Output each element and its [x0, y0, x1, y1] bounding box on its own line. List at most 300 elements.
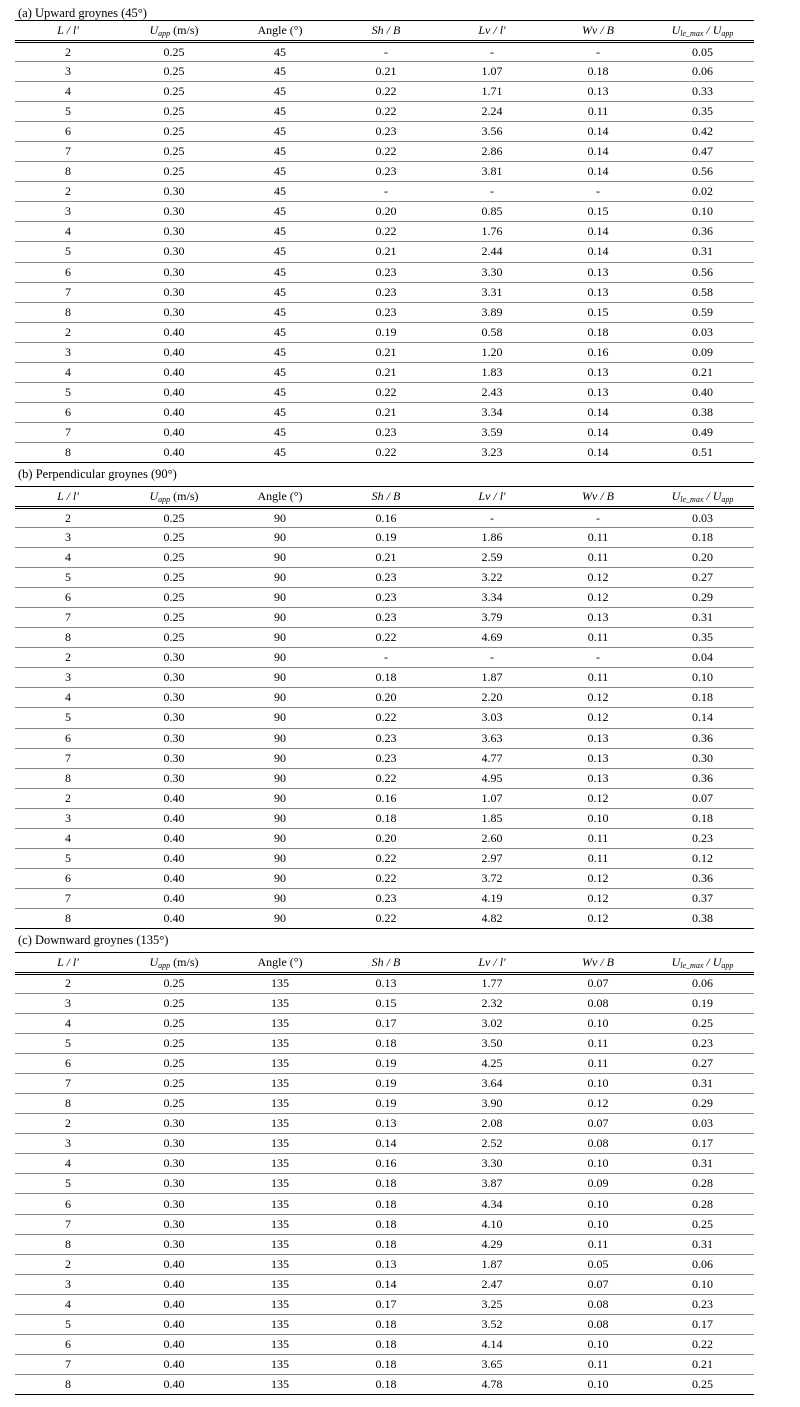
cell-wv-b: 0.11	[545, 1034, 651, 1054]
table-row	[15, 242, 754, 262]
cell-u-app: 0.25	[121, 588, 227, 608]
table-row	[15, 668, 754, 688]
cell-angle: 135	[227, 1074, 333, 1094]
cell-velocity-ratio: 0.36	[651, 222, 754, 242]
cell-velocity-ratio: 0.47	[651, 142, 754, 162]
cell-l-ratio: 5	[15, 1034, 121, 1054]
table-row	[15, 848, 754, 868]
cell-angle: 45	[227, 102, 333, 122]
cell-u-app: 0.40	[121, 1294, 227, 1314]
table-row	[15, 608, 754, 628]
cell-wv-b: 0.14	[545, 142, 651, 162]
table-row	[15, 442, 754, 462]
cell-sh-b: 0.23	[333, 162, 439, 182]
cell-l-ratio: 7	[15, 1074, 121, 1094]
table-row	[15, 402, 754, 422]
cell-wv-b: 0.10	[545, 1194, 651, 1214]
cell-sh-b: 0.13	[333, 973, 439, 993]
cell-l-ratio: 5	[15, 242, 121, 262]
table-row	[15, 1274, 754, 1294]
table-row	[15, 888, 754, 908]
cell-u-app: 0.40	[121, 828, 227, 848]
cell-wv-b: 0.10	[545, 808, 651, 828]
cell-wv-b: 0.13	[545, 382, 651, 402]
cell-lv-l: 3.72	[439, 868, 545, 888]
table-row	[15, 382, 754, 402]
cell-wv-b: 0.13	[545, 728, 651, 748]
table-row	[15, 322, 754, 342]
cell-angle: 90	[227, 888, 333, 908]
cell-wv-b: 0.12	[545, 1094, 651, 1114]
cell-lv-l: 4.34	[439, 1194, 545, 1214]
cell-velocity-ratio: 0.23	[651, 1294, 754, 1314]
cell-l-ratio: 6	[15, 1334, 121, 1354]
table-row	[15, 568, 754, 588]
cell-velocity-ratio: 0.27	[651, 568, 754, 588]
cell-l-ratio: 4	[15, 688, 121, 708]
cell-sh-b: 0.22	[333, 708, 439, 728]
cell-l-ratio: 3	[15, 62, 121, 82]
cell-lv-l: 2.97	[439, 848, 545, 868]
cell-velocity-ratio: 0.07	[651, 788, 754, 808]
section-title: (a) Upward groynes (45°)	[18, 6, 147, 20]
table-row	[15, 1294, 754, 1314]
cell-angle: 90	[227, 748, 333, 768]
cell-velocity-ratio: 0.21	[651, 1354, 754, 1374]
section-title: (b) Perpendicular groynes (90°)	[18, 466, 177, 481]
cell-l-ratio: 3	[15, 668, 121, 688]
cell-velocity-ratio: 0.38	[651, 908, 754, 928]
cell-lv-l: 1.77	[439, 973, 545, 993]
cell-u-app: 0.25	[121, 973, 227, 993]
table-row	[15, 1194, 754, 1214]
cell-l-ratio: 8	[15, 628, 121, 648]
cell-sh-b: 0.18	[333, 1174, 439, 1194]
cell-u-app: 0.40	[121, 1374, 227, 1394]
cell-l-ratio: 5	[15, 1314, 121, 1334]
cell-angle: 45	[227, 202, 333, 222]
cell-velocity-ratio: 0.29	[651, 588, 754, 608]
cell-lv-l: 2.44	[439, 242, 545, 262]
cell-l-ratio: 2	[15, 507, 121, 527]
cell-u-app: 0.40	[121, 1314, 227, 1334]
cell-sh-b: 0.18	[333, 1214, 439, 1234]
table-row	[15, 708, 754, 728]
table-row	[15, 142, 754, 162]
cell-lv-l: 2.86	[439, 142, 545, 162]
cell-angle: 45	[227, 402, 333, 422]
cell-u-app: 0.30	[121, 1194, 227, 1214]
cell-wv-b: 0.13	[545, 262, 651, 282]
cell-angle: 135	[227, 1174, 333, 1194]
cell-lv-l: 4.78	[439, 1374, 545, 1394]
cell-angle: 90	[227, 728, 333, 748]
cell-velocity-ratio: 0.56	[651, 262, 754, 282]
cell-u-app: 0.25	[121, 994, 227, 1014]
header-lv-l: Lv / l'	[439, 952, 545, 973]
cell-velocity-ratio: 0.42	[651, 122, 754, 142]
cell-velocity-ratio: 0.04	[651, 648, 754, 668]
cell-angle: 135	[227, 1094, 333, 1114]
cell-lv-l: 1.20	[439, 342, 545, 362]
cell-velocity-ratio: 0.03	[651, 1114, 754, 1134]
cell-sh-b: 0.14	[333, 1274, 439, 1294]
cell-l-ratio: 6	[15, 402, 121, 422]
cell-wv-b: 0.11	[545, 848, 651, 868]
cell-wv-b: 0.08	[545, 1294, 651, 1314]
cell-angle: 45	[227, 222, 333, 242]
table-header	[15, 486, 754, 507]
cell-lv-l: -	[439, 42, 545, 62]
cell-velocity-ratio: 0.21	[651, 362, 754, 382]
cell-velocity-ratio: 0.31	[651, 242, 754, 262]
cell-sh-b: 0.23	[333, 262, 439, 282]
cell-sh-b: 0.23	[333, 748, 439, 768]
cell-velocity-ratio: 0.33	[651, 82, 754, 102]
cell-lv-l: 4.19	[439, 888, 545, 908]
cell-wv-b: 0.11	[545, 1354, 651, 1374]
table-row	[15, 1114, 754, 1134]
cell-u-app: 0.30	[121, 242, 227, 262]
cell-lv-l: 1.85	[439, 808, 545, 828]
cell-l-ratio: 3	[15, 202, 121, 222]
cell-l-ratio: 5	[15, 382, 121, 402]
cell-u-app: 0.30	[121, 262, 227, 282]
cell-l-ratio: 8	[15, 908, 121, 928]
cell-u-app: 0.25	[121, 507, 227, 527]
cell-wv-b: 0.14	[545, 122, 651, 142]
cell-velocity-ratio: 0.38	[651, 402, 754, 422]
cell-l-ratio: 8	[15, 302, 121, 322]
cell-u-app: 0.40	[121, 442, 227, 462]
cell-wv-b: 0.10	[545, 1154, 651, 1174]
cell-sh-b: 0.19	[333, 528, 439, 548]
cell-angle: 45	[227, 362, 333, 382]
cell-angle: 45	[227, 382, 333, 402]
cell-velocity-ratio: 0.35	[651, 102, 754, 122]
header-l-ratio: L / l'	[15, 486, 121, 507]
header-l-ratio: L / l'	[15, 952, 121, 973]
cell-lv-l: 3.30	[439, 262, 545, 282]
cell-lv-l: 3.81	[439, 162, 545, 182]
cell-sh-b: 0.18	[333, 1334, 439, 1354]
cell-l-ratio: 3	[15, 1134, 121, 1154]
cell-u-app: 0.30	[121, 1114, 227, 1134]
cell-angle: 135	[227, 1154, 333, 1174]
table-body	[15, 973, 754, 1394]
cell-lv-l: 2.60	[439, 828, 545, 848]
cell-wv-b: 0.15	[545, 302, 651, 322]
cell-l-ratio: 3	[15, 994, 121, 1014]
cell-velocity-ratio: 0.02	[651, 182, 754, 202]
cell-angle: 135	[227, 1354, 333, 1374]
cell-angle: 45	[227, 282, 333, 302]
cell-angle: 90	[227, 808, 333, 828]
cell-velocity-ratio: 0.37	[651, 888, 754, 908]
cell-velocity-ratio: 0.17	[651, 1314, 754, 1334]
data-table-downward	[15, 952, 754, 1395]
cell-angle: 135	[227, 1194, 333, 1214]
table-row	[15, 222, 754, 242]
cell-lv-l: 3.89	[439, 302, 545, 322]
cell-sh-b: 0.22	[333, 82, 439, 102]
cell-wv-b: -	[545, 42, 651, 62]
table-row	[15, 302, 754, 322]
cell-angle: 135	[227, 1054, 333, 1074]
cell-wv-b: 0.10	[545, 1334, 651, 1354]
cell-velocity-ratio: 0.28	[651, 1174, 754, 1194]
cell-angle: 45	[227, 142, 333, 162]
cell-sh-b: 0.22	[333, 908, 439, 928]
cell-u-app: 0.25	[121, 162, 227, 182]
table-body	[15, 42, 754, 463]
cell-wv-b: 0.11	[545, 528, 651, 548]
cell-wv-b: 0.12	[545, 868, 651, 888]
cell-u-app: 0.40	[121, 342, 227, 362]
cell-u-app: 0.25	[121, 1054, 227, 1074]
cell-sh-b: 0.20	[333, 828, 439, 848]
header-velocity-ratio: $U_{le\_max} / U_{app}$	[651, 952, 754, 973]
cell-sh-b: 0.16	[333, 1154, 439, 1174]
cell-l-ratio: 7	[15, 748, 121, 768]
table-row	[15, 42, 754, 62]
cell-u-app: 0.25	[121, 1014, 227, 1034]
cell-velocity-ratio: 0.58	[651, 282, 754, 302]
cell-sh-b: 0.21	[333, 362, 439, 382]
cell-sh-b: 0.22	[333, 868, 439, 888]
cell-wv-b: -	[545, 507, 651, 527]
table-row	[15, 422, 754, 442]
table-row	[15, 1054, 754, 1074]
table-row	[15, 162, 754, 182]
header-wv-b: Wv / B	[545, 486, 651, 507]
cell-angle: 135	[227, 1214, 333, 1234]
cell-wv-b: 0.11	[545, 1054, 651, 1074]
cell-lv-l: 1.83	[439, 362, 545, 382]
table-row	[15, 1094, 754, 1114]
cell-lv-l: 4.77	[439, 748, 545, 768]
cell-wv-b: 0.12	[545, 708, 651, 728]
cell-lv-l: 0.58	[439, 322, 545, 342]
cell-sh-b: 0.23	[333, 302, 439, 322]
cell-u-app: 0.40	[121, 1354, 227, 1374]
cell-wv-b: 0.10	[545, 1214, 651, 1234]
cell-angle: 90	[227, 648, 333, 668]
cell-lv-l: -	[439, 648, 545, 668]
cell-velocity-ratio: 0.06	[651, 973, 754, 993]
table-row	[15, 868, 754, 888]
cell-velocity-ratio: 0.03	[651, 507, 754, 527]
cell-l-ratio: 5	[15, 102, 121, 122]
cell-sh-b: 0.22	[333, 768, 439, 788]
cell-lv-l: 3.87	[439, 1174, 545, 1194]
cell-lv-l: 2.47	[439, 1274, 545, 1294]
table-row	[15, 788, 754, 808]
cell-velocity-ratio: 0.36	[651, 768, 754, 788]
cell-lv-l: 2.59	[439, 548, 545, 568]
cell-sh-b: 0.19	[333, 322, 439, 342]
cell-u-app: 0.25	[121, 1034, 227, 1054]
cell-sh-b: 0.16	[333, 507, 439, 527]
cell-sh-b: 0.23	[333, 608, 439, 628]
cell-wv-b: 0.13	[545, 608, 651, 628]
cell-angle: 45	[227, 82, 333, 102]
cell-velocity-ratio: 0.25	[651, 1214, 754, 1234]
cell-l-ratio: 8	[15, 1374, 121, 1394]
cell-l-ratio: 8	[15, 442, 121, 462]
cell-l-ratio: 4	[15, 548, 121, 568]
cell-lv-l: 3.59	[439, 422, 545, 442]
cell-velocity-ratio: 0.05	[651, 42, 754, 62]
cell-l-ratio: 5	[15, 848, 121, 868]
cell-l-ratio: 3	[15, 342, 121, 362]
cell-velocity-ratio: 0.06	[651, 62, 754, 82]
cell-l-ratio: 2	[15, 788, 121, 808]
cell-lv-l: 3.56	[439, 122, 545, 142]
cell-l-ratio: 3	[15, 528, 121, 548]
cell-u-app: 0.25	[121, 1094, 227, 1114]
cell-velocity-ratio: 0.18	[651, 528, 754, 548]
table-row	[15, 748, 754, 768]
cell-lv-l: 4.25	[439, 1054, 545, 1074]
cell-sh-b: 0.23	[333, 728, 439, 748]
cell-l-ratio: 7	[15, 282, 121, 302]
cell-lv-l: 2.43	[439, 382, 545, 402]
cell-l-ratio: 7	[15, 422, 121, 442]
table-row	[15, 728, 754, 748]
table-row	[15, 182, 754, 202]
cell-lv-l: 3.23	[439, 442, 545, 462]
table-row	[15, 1314, 754, 1334]
table-row	[15, 82, 754, 102]
cell-u-app: 0.30	[121, 748, 227, 768]
table-row	[15, 1214, 754, 1234]
data-table-perpendicular	[15, 486, 754, 929]
cell-lv-l: 3.03	[439, 708, 545, 728]
cell-l-ratio: 7	[15, 1354, 121, 1374]
table-header	[15, 952, 754, 973]
cell-u-app: 0.40	[121, 1274, 227, 1294]
cell-angle: 90	[227, 628, 333, 648]
cell-velocity-ratio: 0.51	[651, 442, 754, 462]
cell-angle: 90	[227, 588, 333, 608]
cell-wv-b: 0.07	[545, 973, 651, 993]
cell-wv-b: 0.11	[545, 548, 651, 568]
cell-angle: 135	[227, 1254, 333, 1274]
cell-u-app: 0.25	[121, 82, 227, 102]
cell-angle: 45	[227, 262, 333, 282]
cell-u-app: 0.25	[121, 608, 227, 628]
cell-velocity-ratio: 0.10	[651, 668, 754, 688]
cell-u-app: 0.30	[121, 648, 227, 668]
cell-lv-l: 2.32	[439, 994, 545, 1014]
cell-sh-b: 0.23	[333, 568, 439, 588]
cell-l-ratio: 2	[15, 648, 121, 668]
cell-sh-b: 0.13	[333, 1114, 439, 1134]
cell-wv-b: 0.12	[545, 568, 651, 588]
cell-u-app: 0.40	[121, 908, 227, 928]
cell-angle: 135	[227, 1034, 333, 1054]
cell-u-app: 0.40	[121, 888, 227, 908]
cell-lv-l: 3.50	[439, 1034, 545, 1054]
cell-angle: 135	[227, 994, 333, 1014]
cell-u-app: 0.30	[121, 1154, 227, 1174]
cell-velocity-ratio: 0.19	[651, 994, 754, 1014]
cell-sh-b: 0.22	[333, 142, 439, 162]
cell-u-app: 0.40	[121, 382, 227, 402]
cell-wv-b: 0.14	[545, 422, 651, 442]
table-row	[15, 628, 754, 648]
cell-u-app: 0.30	[121, 728, 227, 748]
table-row	[15, 282, 754, 302]
cell-angle: 90	[227, 848, 333, 868]
cell-lv-l: 4.82	[439, 908, 545, 928]
cell-wv-b: 0.11	[545, 668, 651, 688]
cell-velocity-ratio: 0.31	[651, 1074, 754, 1094]
cell-angle: 45	[227, 302, 333, 322]
cell-u-app: 0.40	[121, 788, 227, 808]
table-row	[15, 1234, 754, 1254]
table-row	[15, 1374, 754, 1394]
cell-l-ratio: 4	[15, 1294, 121, 1314]
cell-angle: 135	[227, 1274, 333, 1294]
cell-l-ratio: 2	[15, 1114, 121, 1134]
cell-sh-b: 0.18	[333, 1374, 439, 1394]
cell-velocity-ratio: 0.28	[651, 1194, 754, 1214]
cell-sh-b: 0.19	[333, 1054, 439, 1074]
cell-wv-b: 0.07	[545, 1114, 651, 1134]
table-row	[15, 1174, 754, 1194]
cell-sh-b: 0.20	[333, 688, 439, 708]
cell-velocity-ratio: 0.25	[651, 1374, 754, 1394]
header-lv-l: Lv / l'	[439, 21, 545, 42]
cell-wv-b: 0.16	[545, 342, 651, 362]
cell-u-app: 0.30	[121, 1234, 227, 1254]
table-row	[15, 62, 754, 82]
cell-sh-b: 0.21	[333, 548, 439, 568]
cell-sh-b: 0.23	[333, 122, 439, 142]
cell-lv-l: 4.69	[439, 628, 545, 648]
cell-sh-b: 0.22	[333, 222, 439, 242]
header-angle: Angle (°)	[227, 952, 333, 973]
cell-u-app: 0.40	[121, 1254, 227, 1274]
header-u-app: $U_{app}$ (m/s)	[121, 21, 227, 42]
cell-angle: 135	[227, 1134, 333, 1154]
cell-angle: 90	[227, 788, 333, 808]
cell-l-ratio: 6	[15, 1194, 121, 1214]
cell-l-ratio: 7	[15, 608, 121, 628]
cell-lv-l: 2.24	[439, 102, 545, 122]
cell-sh-b: 0.22	[333, 628, 439, 648]
cell-wv-b: 0.10	[545, 1014, 651, 1034]
cell-lv-l: 3.25	[439, 1294, 545, 1314]
cell-u-app: 0.25	[121, 528, 227, 548]
table-row	[15, 102, 754, 122]
cell-sh-b: -	[333, 648, 439, 668]
header-velocity-ratio: $U_{le\_max} / U_{app}$	[651, 486, 754, 507]
cell-angle: 90	[227, 608, 333, 628]
cell-sh-b: 0.13	[333, 1254, 439, 1274]
cell-velocity-ratio: 0.49	[651, 422, 754, 442]
cell-u-app: 0.25	[121, 142, 227, 162]
cell-velocity-ratio: 0.23	[651, 828, 754, 848]
cell-angle: 135	[227, 1314, 333, 1334]
table-row	[15, 768, 754, 788]
cell-u-app: 0.30	[121, 282, 227, 302]
cell-u-app: 0.30	[121, 222, 227, 242]
cell-lv-l: -	[439, 507, 545, 527]
table-row	[15, 122, 754, 142]
